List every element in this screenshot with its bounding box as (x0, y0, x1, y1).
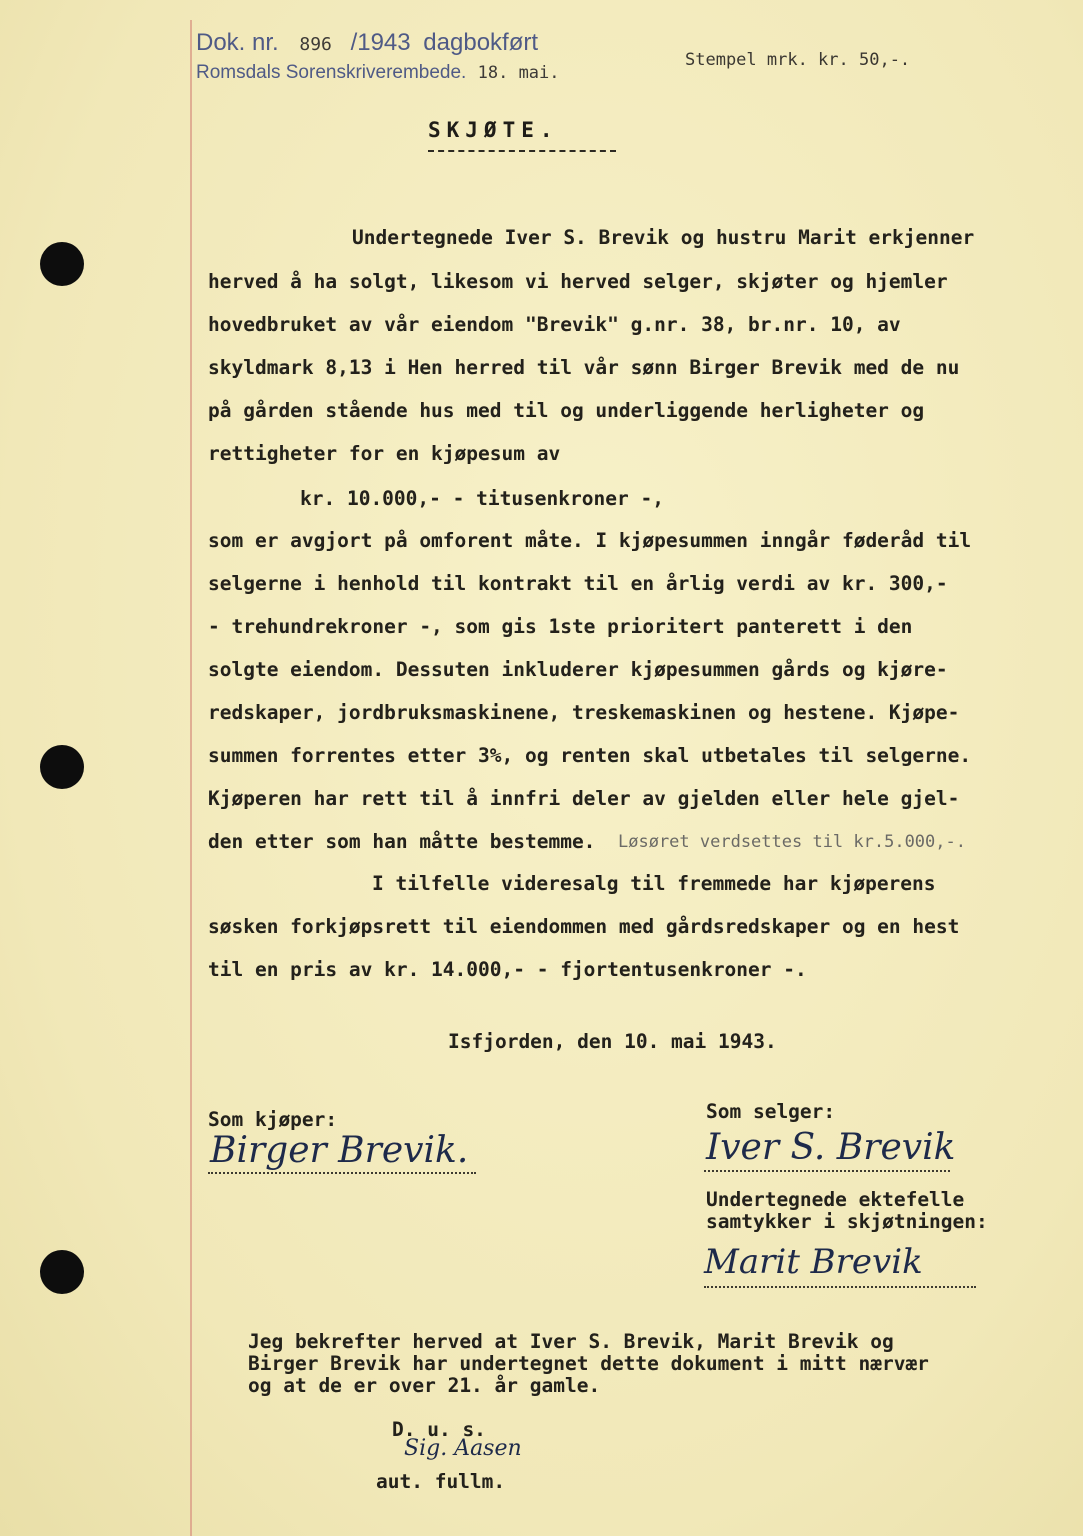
body-line: selgerne i henhold til kontrakt til en årlig verdi av kr. 300,- (208, 572, 948, 595)
seller-signature: Iver S. Brevik (706, 1127, 956, 1168)
place-date: Isfjorden, den 10. mai 1943. (448, 1030, 777, 1053)
stamp-year: /1943 (350, 29, 411, 56)
body-line: søsken forkjøpsrett til eiendommen med gårdsredskaper og en hest (208, 915, 960, 938)
body-line: herved å ha solgt, likesom vi herved selger, skjøter og hjemler (208, 270, 948, 293)
punch-hole-middle (40, 745, 84, 789)
body-line: på gården stående hus med til og underliggende herligheter og (208, 399, 925, 422)
attestation-line: Birger Brevik har undertegnet dette dokument i mitt nærvær (248, 1352, 929, 1375)
body-line: summen forrentes etter 3%, og renten skal utbetales til selgerne. (208, 744, 972, 767)
body-line: den etter som han måtte bestemme. (208, 830, 596, 853)
body-line: - trehundrekroner -, som gis 1ste prioritert panterett i den (208, 615, 913, 638)
consent-signature: Marit Brevik (704, 1242, 923, 1282)
consent-line-2: samtykker i skjøtningen: (706, 1210, 988, 1233)
stamp-dok-label: Dok. nr. (196, 29, 279, 56)
attestation-line: Jeg bekrefter herved at Iver S. Brevik, Marit Brevik og (248, 1330, 894, 1353)
stamp-dok-number: 896 (299, 34, 332, 55)
body-line: skyldmark 8,13 i Hen herred til vår sønn Birger Brevik med de nu (208, 356, 960, 379)
buyer-signature-line (208, 1172, 476, 1174)
body-line: redskaper, jordbruksmaskinene, treskemaskinen og hestene. Kjøpe- (208, 701, 960, 724)
body-line: rettigheter for en kjøpesum av (208, 442, 561, 465)
body-line: I tilfelle videresalg til fremmede har kjøperens (372, 872, 936, 895)
stamp-date: 18. mai. (477, 63, 560, 83)
closing-dus: D. u. s. (392, 1418, 486, 1441)
closing-signature: Sig. Aasen (404, 1436, 522, 1461)
body-line: hovedbruket av vår eiendom "Brevik" g.nr. 38, br.nr. 10, av (208, 313, 901, 336)
consent-signature-line (704, 1286, 976, 1288)
attestation-line: og at de er over 21. år gamle. (248, 1374, 601, 1397)
consent-line-1: Undertegnede ektefelle (706, 1188, 965, 1211)
seller-signature-line (704, 1170, 950, 1172)
closing-title: aut. fullm. (376, 1470, 506, 1493)
stamp-office: Romsdals Sorenskriverembede. (196, 62, 467, 83)
purchase-sum-line: kr. 10.000,- - titusenkroner -, (300, 487, 664, 510)
buyer-signature: Birger Brevik. (210, 1130, 469, 1171)
punch-hole-bottom (40, 1250, 84, 1294)
stamp-dagbokfort: dagbokført (423, 29, 539, 56)
stempel-note: Stempel mrk. kr. 50,-. (685, 50, 911, 70)
seller-label: Som selger: (706, 1100, 836, 1123)
body-line: solgte eiendom. Dessuten inkluderer kjøpesummen gårds og kjøre- (208, 658, 948, 681)
body-line: som er avgjort på omforent måte. I kjøpesummen inngår føderåd til (208, 529, 972, 552)
body-line: Kjøperen har rett til å innfri deler av gjelden eller hele gjel- (208, 787, 960, 810)
punch-hole-top (40, 242, 84, 286)
document-title: SKJØTE. (428, 118, 559, 142)
registry-stamp (196, 30, 636, 86)
body-line: Undertegnede Iver S. Brevik og hustru Marit erkjenner (352, 226, 975, 249)
title-underline (428, 150, 616, 152)
pencil-annotation: Løsøret verdsettes til kr.5.000,-. (618, 832, 966, 852)
margin-rule (190, 20, 192, 1536)
body-line: til en pris av kr. 14.000,- - fjortentusenkroner -. (208, 958, 807, 981)
buyer-label: Som kjøper: (208, 1108, 338, 1131)
